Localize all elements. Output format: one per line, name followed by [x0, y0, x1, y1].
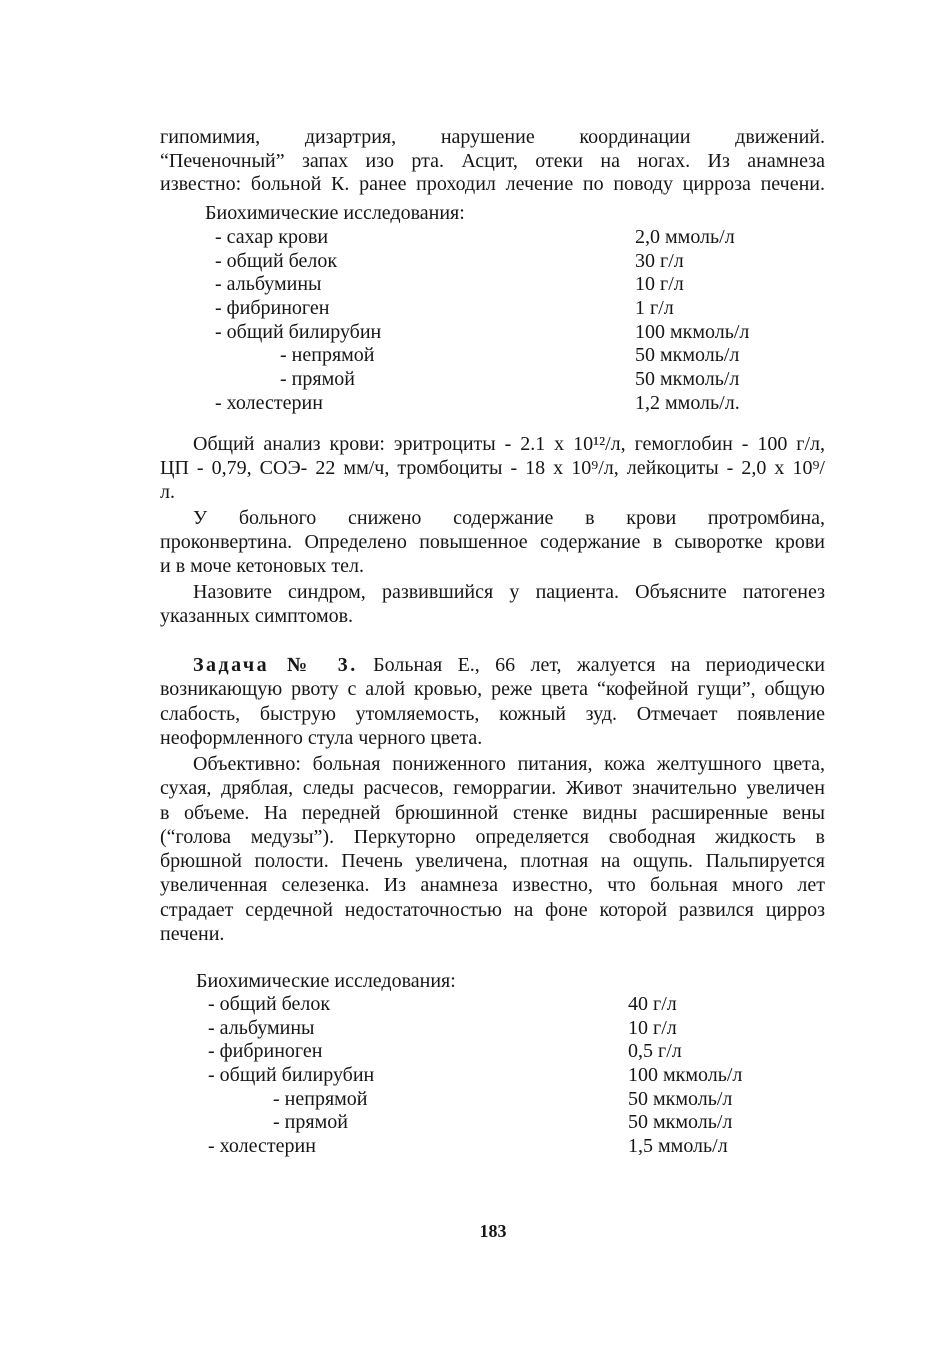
analyte-value: 50 мкмоль/л — [628, 1087, 733, 1110]
biochem-row — [208, 993, 768, 1017]
analyte-value: 1 г/л — [635, 297, 674, 320]
analyte-label: - общий белок — [208, 993, 331, 1015]
paragraph-line: (“голова медузы”). Перкуторно определяется свободная жидкость в — [160, 825, 825, 848]
analyte-value: 50 мкмоль/л — [635, 368, 740, 391]
biochem-row — [215, 297, 775, 321]
blood-test-paragraph — [160, 432, 825, 504]
analyte-value: 100 мкмоль/л — [628, 1064, 743, 1087]
biochem-heading: Биохимические исследования: — [196, 970, 456, 992]
analyte-value: 1,2 ммоль/л. — [635, 391, 740, 414]
analyte-value: 30 г/л — [635, 249, 684, 272]
biochem-subrow — [208, 1088, 768, 1112]
paragraph-line: неоформленного стула черного цвета. — [160, 726, 483, 749]
analyte-value: 50 мкмоль/л — [628, 1111, 733, 1134]
biochem-row — [215, 321, 775, 345]
paragraph-line: сухая, дряблая, следы расчесов, геморрагии. Живот значительно увеличен — [160, 777, 825, 800]
analyte-value: 10 г/л — [628, 1016, 677, 1039]
analyte-label: - сахар крови — [215, 226, 329, 248]
page-number: 183 — [479, 1221, 507, 1241]
coagulation-paragraph — [160, 506, 825, 578]
analyte-label: - фибриноген — [215, 297, 330, 320]
intro-line: “Печеночный” запах изо рта. Асцит, отеки на ногах. Из анамнеза — [160, 149, 825, 172]
analyte-value: 2,0 ммоль/л — [635, 226, 735, 248]
paragraph-line: слабость, быструю утомляемость, кожный зуд. Отмечает появление — [160, 702, 825, 725]
objective-paragraph — [160, 752, 825, 946]
analyte-value: 100 мкмоль/л — [635, 320, 750, 343]
analyte-label: - фибриноген — [208, 1040, 323, 1063]
analyte-label: - альбумины — [215, 273, 322, 296]
biochem-subrow — [208, 1111, 768, 1135]
paragraph-line: указанных симптомов. — [160, 605, 354, 627]
intro-paragraph — [160, 126, 825, 197]
task-text: Больная Е., 66 лет, жалуется на периодически — [373, 654, 826, 676]
analyte-label: - общий белок — [215, 249, 338, 272]
analyte-value: 1,5 ммоль/л — [628, 1135, 728, 1158]
paragraph-line: л. — [160, 481, 175, 503]
paragraph-line: и в моче кетоновых тел. — [160, 555, 364, 577]
biochem-heading: Биохимические исследования: — [205, 202, 465, 224]
analyte-label: - холестерин — [215, 391, 323, 414]
task-3-paragraph — [160, 653, 825, 750]
biochem-row — [208, 1017, 768, 1041]
biochem-row — [208, 1064, 768, 1088]
analyte-label: - прямой — [280, 368, 355, 391]
question-paragraph — [160, 580, 825, 628]
biochem-row — [215, 250, 775, 274]
paragraph-line: У больного снижено содержание в крови протромбина, — [193, 507, 825, 529]
paragraph-line: возникающую рвоту с алой кровью, реже цвета “кофейной гущи”, общую — [160, 678, 825, 701]
analyte-label: - общий билирубин — [208, 1064, 375, 1087]
analyte-value: 50 мкмоль/л — [635, 344, 740, 367]
paragraph-line: печени. — [160, 923, 225, 946]
paragraph-line: в объеме. На передней брюшинной стенке видны расширенные вены — [160, 801, 825, 824]
biochem-row — [208, 1135, 768, 1159]
biochem-row — [208, 1040, 768, 1064]
task-title: Задача № 3. — [193, 654, 358, 676]
biochem-subrow — [215, 368, 775, 392]
analyte-label: - прямой — [273, 1111, 348, 1134]
analyte-label: - холестерин — [208, 1135, 316, 1158]
analyte-label: - альбумины — [208, 1016, 315, 1039]
paragraph-line: Назовите синдром, развившийся у пациента. Объясните патогенез — [193, 581, 825, 603]
biochem-subrow — [215, 344, 775, 368]
biochem-table — [215, 226, 775, 416]
biochem-row — [215, 273, 775, 297]
intro-line: известно: больной К. ранее проходил лечение по поводу цирроза печени. — [160, 173, 825, 196]
analyte-value: 10 г/л — [635, 273, 684, 296]
paragraph-line — [160, 653, 825, 677]
paragraph-line: проконвертина. Определено повышенное содержание в сыворотке крови — [160, 531, 825, 553]
biochem-row — [215, 392, 775, 416]
paragraph-line: брюшной полости. Печень увеличена, плотная на ощупь. Пальпируется — [160, 850, 825, 873]
analyte-value: 40 г/л — [628, 993, 677, 1015]
analyte-label: - непрямой — [273, 1087, 368, 1110]
paragraph-line: страдает сердечной недостаточностью на фоне которой развился цирроз — [160, 898, 825, 921]
analyte-label: - непрямой — [280, 344, 375, 367]
paragraph-line: Объективно: больная пониженного питания, кожа желтушного цвета, — [193, 753, 825, 775]
biochem-row — [215, 226, 775, 250]
biochem-table — [208, 993, 768, 1159]
paragraph-line: увеличенная селезенка. Из анамнеза известно, что больная много лет — [160, 874, 825, 897]
paragraph-line: ЦП - 0,79, СОЭ- 22 мм/ч, тромбоциты - 18 х 10⁹/л, лейкоциты - 2,0 х 10⁹/ — [160, 457, 825, 479]
analyte-label: - общий билирубин — [215, 320, 382, 343]
intro-line: гипомимия, дизартрия, нарушение координации движений. — [160, 126, 825, 148]
paragraph-line: Общий анализ крови: эритроциты - 2.1 х 10¹²/л, гемоглобин - 100 г/л, — [193, 433, 825, 455]
analyte-value: 0,5 г/л — [628, 1040, 682, 1063]
